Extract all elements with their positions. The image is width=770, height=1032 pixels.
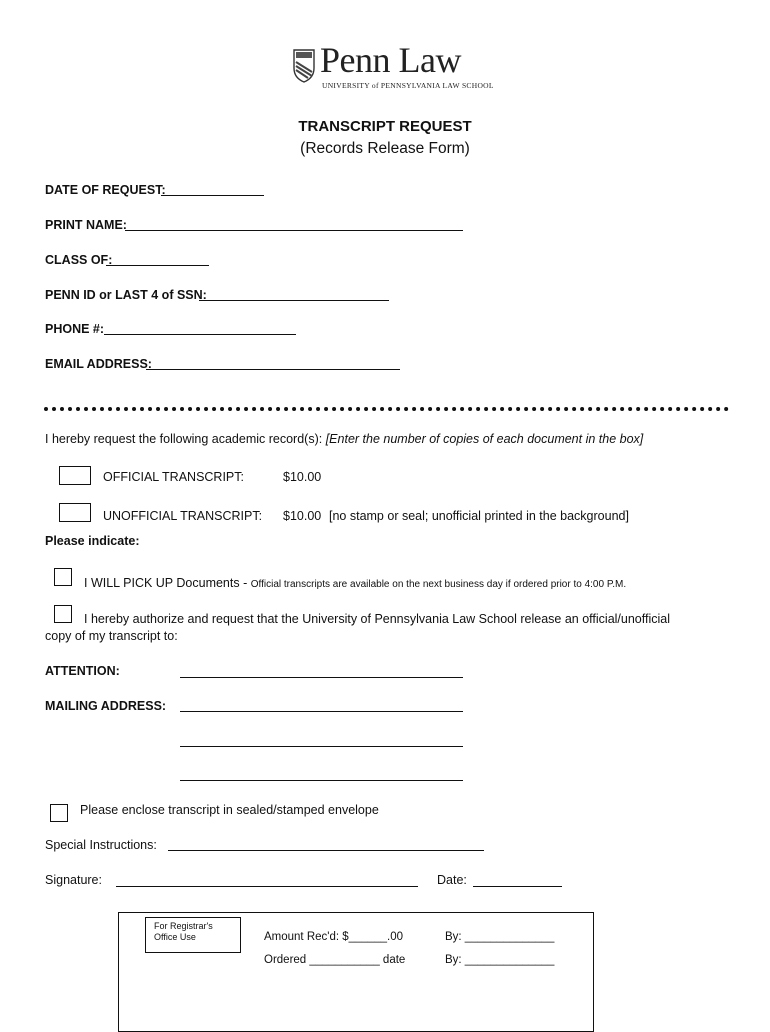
print-name-label: PRINT NAME: — [45, 218, 127, 232]
logo-wordmark: Penn Law — [320, 40, 461, 80]
attention-field[interactable] — [180, 677, 463, 678]
email-label: EMAIL ADDRESS: — [45, 357, 152, 371]
page-title: TRANSCRIPT REQUEST — [298, 118, 472, 135]
pickup-checkbox[interactable] — [54, 568, 72, 586]
received-by: By: ______________ — [445, 931, 555, 943]
ordered-date: Ordered ___________ date — [264, 954, 406, 966]
official-copies-box[interactable] — [59, 466, 91, 485]
unofficial-transcript-note: [no stamp or seal; unofficial printed in the background] — [329, 509, 629, 523]
page-subtitle: (Records Release Form) — [300, 140, 470, 157]
authorize-checkbox[interactable] — [54, 605, 72, 623]
authorize-line-1: I hereby authorize and request that the University of Pennsylvania Law School release an official/unofficial — [84, 612, 670, 626]
registrar-office-label: For Registrar's Office Use — [145, 917, 241, 953]
signature-field[interactable] — [116, 886, 418, 887]
phone-field[interactable] — [104, 334, 296, 335]
penn-law-logo — [292, 48, 316, 84]
official-transcript-label: OFFICIAL TRANSCRIPT: — [103, 470, 244, 484]
authorize-line-2: copy of my transcript to: — [45, 629, 178, 643]
request-intro-italic: [Enter the number of copies of each document in the box] — [325, 432, 644, 446]
penn-id-label: PENN ID or LAST 4 of SSN: — [45, 288, 207, 302]
pickup-option — [84, 575, 626, 593]
unofficial-transcript-price: $10.00 — [283, 509, 322, 523]
date-of-request-field[interactable] — [161, 195, 264, 196]
amount-received: Amount Rec'd: $______.00 — [264, 931, 404, 943]
logo-subtitle: UNIVERSITY of PENNSYLVANIA LAW SCHOOL — [322, 81, 494, 90]
request-intro-text: I hereby request the following academic record(s): — [45, 432, 326, 446]
mailing-address-line-2[interactable] — [180, 746, 463, 747]
unofficial-transcript-label: UNOFFICIAL TRANSCRIPT: — [103, 509, 263, 523]
date-label: Date: — [437, 873, 467, 887]
envelope-checkbox[interactable] — [50, 804, 68, 822]
request-intro — [45, 431, 643, 447]
class-of-label: CLASS OF: — [45, 253, 113, 267]
phone-label: PHONE #: — [45, 322, 105, 336]
special-instructions-label: Special Instructions: — [45, 838, 157, 852]
attention-label: ATTENTION: — [45, 664, 120, 678]
signature-label: Signature: — [45, 873, 102, 887]
dotted-divider — [44, 407, 729, 411]
email-field[interactable] — [146, 369, 400, 370]
penn-id-field[interactable] — [199, 300, 389, 301]
date-field[interactable] — [473, 886, 562, 887]
print-name-field[interactable] — [125, 230, 463, 231]
pickup-label: I WILL PICK UP Documents - — [84, 576, 251, 590]
special-instructions-field[interactable] — [168, 850, 484, 851]
unofficial-copies-box[interactable] — [59, 503, 91, 522]
class-of-field[interactable] — [106, 265, 209, 266]
ordered-by: By: ______________ — [445, 954, 555, 966]
official-transcript-price: $10.00 — [283, 470, 322, 484]
date-of-request-label: DATE OF REQUEST: — [45, 183, 166, 197]
please-indicate-heading: Please indicate: — [45, 534, 140, 548]
mailing-address-line-1[interactable] — [180, 711, 463, 712]
penn-shield-icon — [292, 48, 316, 84]
mailing-address-line-3[interactable] — [180, 780, 463, 781]
mailing-address-label: MAILING ADDRESS: — [45, 699, 167, 713]
envelope-label: Please enclose transcript in sealed/stamped envelope — [80, 803, 379, 817]
pickup-note: Official transcripts are available on the next business day if ordered prior to 4:00 P.M. — [250, 579, 627, 590]
